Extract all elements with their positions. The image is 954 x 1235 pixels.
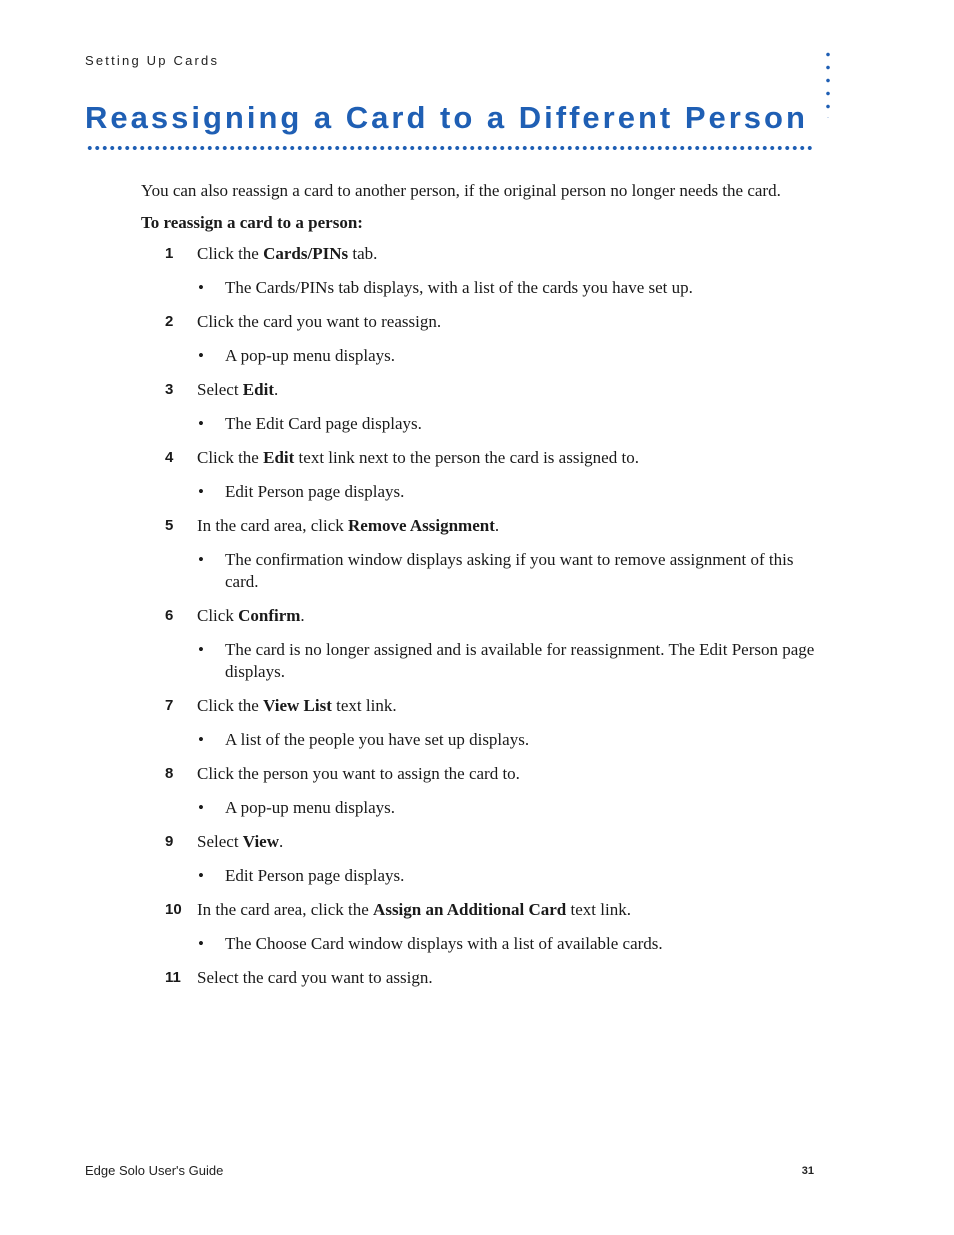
- step-result: [141, 549, 816, 593]
- ui-element-name: Edit: [263, 448, 295, 467]
- ui-element-name: View: [242, 832, 279, 851]
- step-text-end: .: [279, 832, 284, 851]
- step-number: 5: [165, 517, 174, 534]
- step-result: [141, 277, 816, 299]
- step-text: Select: [197, 380, 243, 399]
- step-item: [141, 763, 816, 819]
- step-number: 1: [165, 245, 174, 262]
- step-number: 7: [165, 697, 174, 714]
- step-text-end: .: [300, 606, 305, 625]
- step-instruction: [141, 763, 816, 785]
- step-result: [141, 729, 816, 751]
- step-number: 8: [165, 765, 174, 782]
- step-text: Select the card you want to assign.: [197, 968, 433, 987]
- step-text-end: text link next to the person the card is assigned to.: [294, 448, 639, 467]
- step-instruction: [141, 447, 816, 469]
- ui-element-name: View List: [263, 696, 332, 715]
- step-text-end: text link.: [566, 900, 631, 919]
- footer-page-number: 31: [801, 1165, 814, 1177]
- step-result: [141, 933, 816, 955]
- footer-guide-title: Edge Solo User's Guide: [85, 1163, 224, 1178]
- result-text: A list of the people you have set up displays.: [225, 730, 530, 749]
- result-text: The confirmation window displays asking if you want to remove assignment of this card.: [225, 550, 794, 591]
- step-instruction: [141, 243, 816, 265]
- step-instruction: [141, 605, 816, 627]
- ui-element-name: Confirm: [238, 606, 301, 625]
- ui-element-name: Cards/PINs: [263, 244, 349, 263]
- step-number: 9: [165, 833, 174, 850]
- step-item: [141, 243, 816, 299]
- page-title: Reassigning a Card to a Different Person: [85, 100, 808, 135]
- step-number: 11: [165, 969, 181, 986]
- step-text: In the card area, click: [197, 516, 349, 535]
- step-item: [141, 447, 816, 503]
- step-text: In the card area, click the: [197, 900, 374, 919]
- step-instruction: [141, 695, 816, 717]
- step-item: [141, 967, 816, 989]
- result-text: Edit Person page displays.: [225, 866, 405, 885]
- bullet-icon: •: [198, 730, 204, 749]
- step-instruction: [141, 967, 816, 989]
- step-item: [141, 899, 816, 955]
- step-text: Click the: [197, 448, 264, 467]
- ui-element-name: Remove Assignment: [348, 516, 495, 535]
- step-text: Click the person you want to assign the card to.: [197, 764, 520, 783]
- step-item: [141, 695, 816, 751]
- step-text: Click the: [197, 696, 264, 715]
- step-instruction: [141, 379, 816, 401]
- step-result: [141, 345, 816, 367]
- step-text-end: .: [494, 516, 500, 535]
- step-result: [141, 865, 816, 887]
- body-content: [141, 180, 816, 1001]
- bullet-icon: •: [198, 278, 204, 297]
- step-text-end: tab.: [348, 244, 378, 263]
- step-number: 2: [165, 313, 174, 330]
- step-number: 10: [165, 901, 182, 918]
- step-text: Click the card you want to reassign.: [197, 312, 442, 331]
- running-head: Setting Up Cards: [85, 53, 220, 68]
- title-dotted-rule: [86, 144, 814, 152]
- intro-paragraph: You can also reassign a card to another person, if the original person no longer needs the card.: [141, 181, 781, 200]
- result-text: Edit Person page displays.: [225, 482, 405, 501]
- step-item: [141, 831, 816, 887]
- result-text: The Edit Card page displays.: [225, 414, 422, 433]
- result-text: A pop-up menu displays.: [225, 798, 395, 817]
- result-text: The Cards/PINs tab displays, with a list of the cards you have set up.: [225, 278, 693, 297]
- step-text-end: .: [273, 380, 279, 399]
- step-result: [141, 413, 816, 435]
- bullet-icon: •: [198, 866, 204, 885]
- step-result: [141, 481, 816, 503]
- result-text: The card is no longer assigned and is available for reassignment. The Edit Person page displays.: [225, 640, 815, 681]
- step-number: 6: [165, 607, 174, 624]
- step-text: Select: [197, 832, 243, 851]
- bullet-icon: •: [198, 346, 204, 365]
- bullet-icon: •: [198, 414, 204, 433]
- step-text-end: text link.: [331, 696, 397, 715]
- step-instruction: [141, 899, 816, 921]
- ui-element-name: Assign an Additional Card: [373, 900, 567, 919]
- steps-list: [141, 243, 816, 989]
- procedure-heading: To reassign a card to a person:: [141, 213, 363, 232]
- bullet-icon: •: [198, 482, 204, 501]
- step-result: [141, 797, 816, 819]
- result-text: The Choose Card window displays with a list of available cards.: [225, 934, 663, 953]
- bullet-icon: •: [198, 640, 204, 659]
- result-text: A pop-up menu displays.: [225, 346, 395, 365]
- step-instruction: [141, 515, 816, 537]
- step-result: [141, 639, 816, 683]
- bullet-icon: •: [198, 934, 204, 953]
- step-item: [141, 515, 816, 593]
- step-number: 3: [165, 381, 174, 398]
- step-text: Click the: [197, 244, 264, 263]
- corner-dots-decoration: [824, 48, 832, 118]
- bullet-icon: •: [198, 798, 204, 817]
- ui-element-name: Edit: [242, 380, 274, 399]
- bullet-icon: •: [198, 550, 204, 569]
- step-instruction: [141, 311, 816, 333]
- step-text: Click: [197, 606, 239, 625]
- step-item: [141, 605, 816, 683]
- step-item: [141, 311, 816, 367]
- step-instruction: [141, 831, 816, 853]
- step-item: [141, 379, 816, 435]
- step-number: 4: [165, 449, 174, 466]
